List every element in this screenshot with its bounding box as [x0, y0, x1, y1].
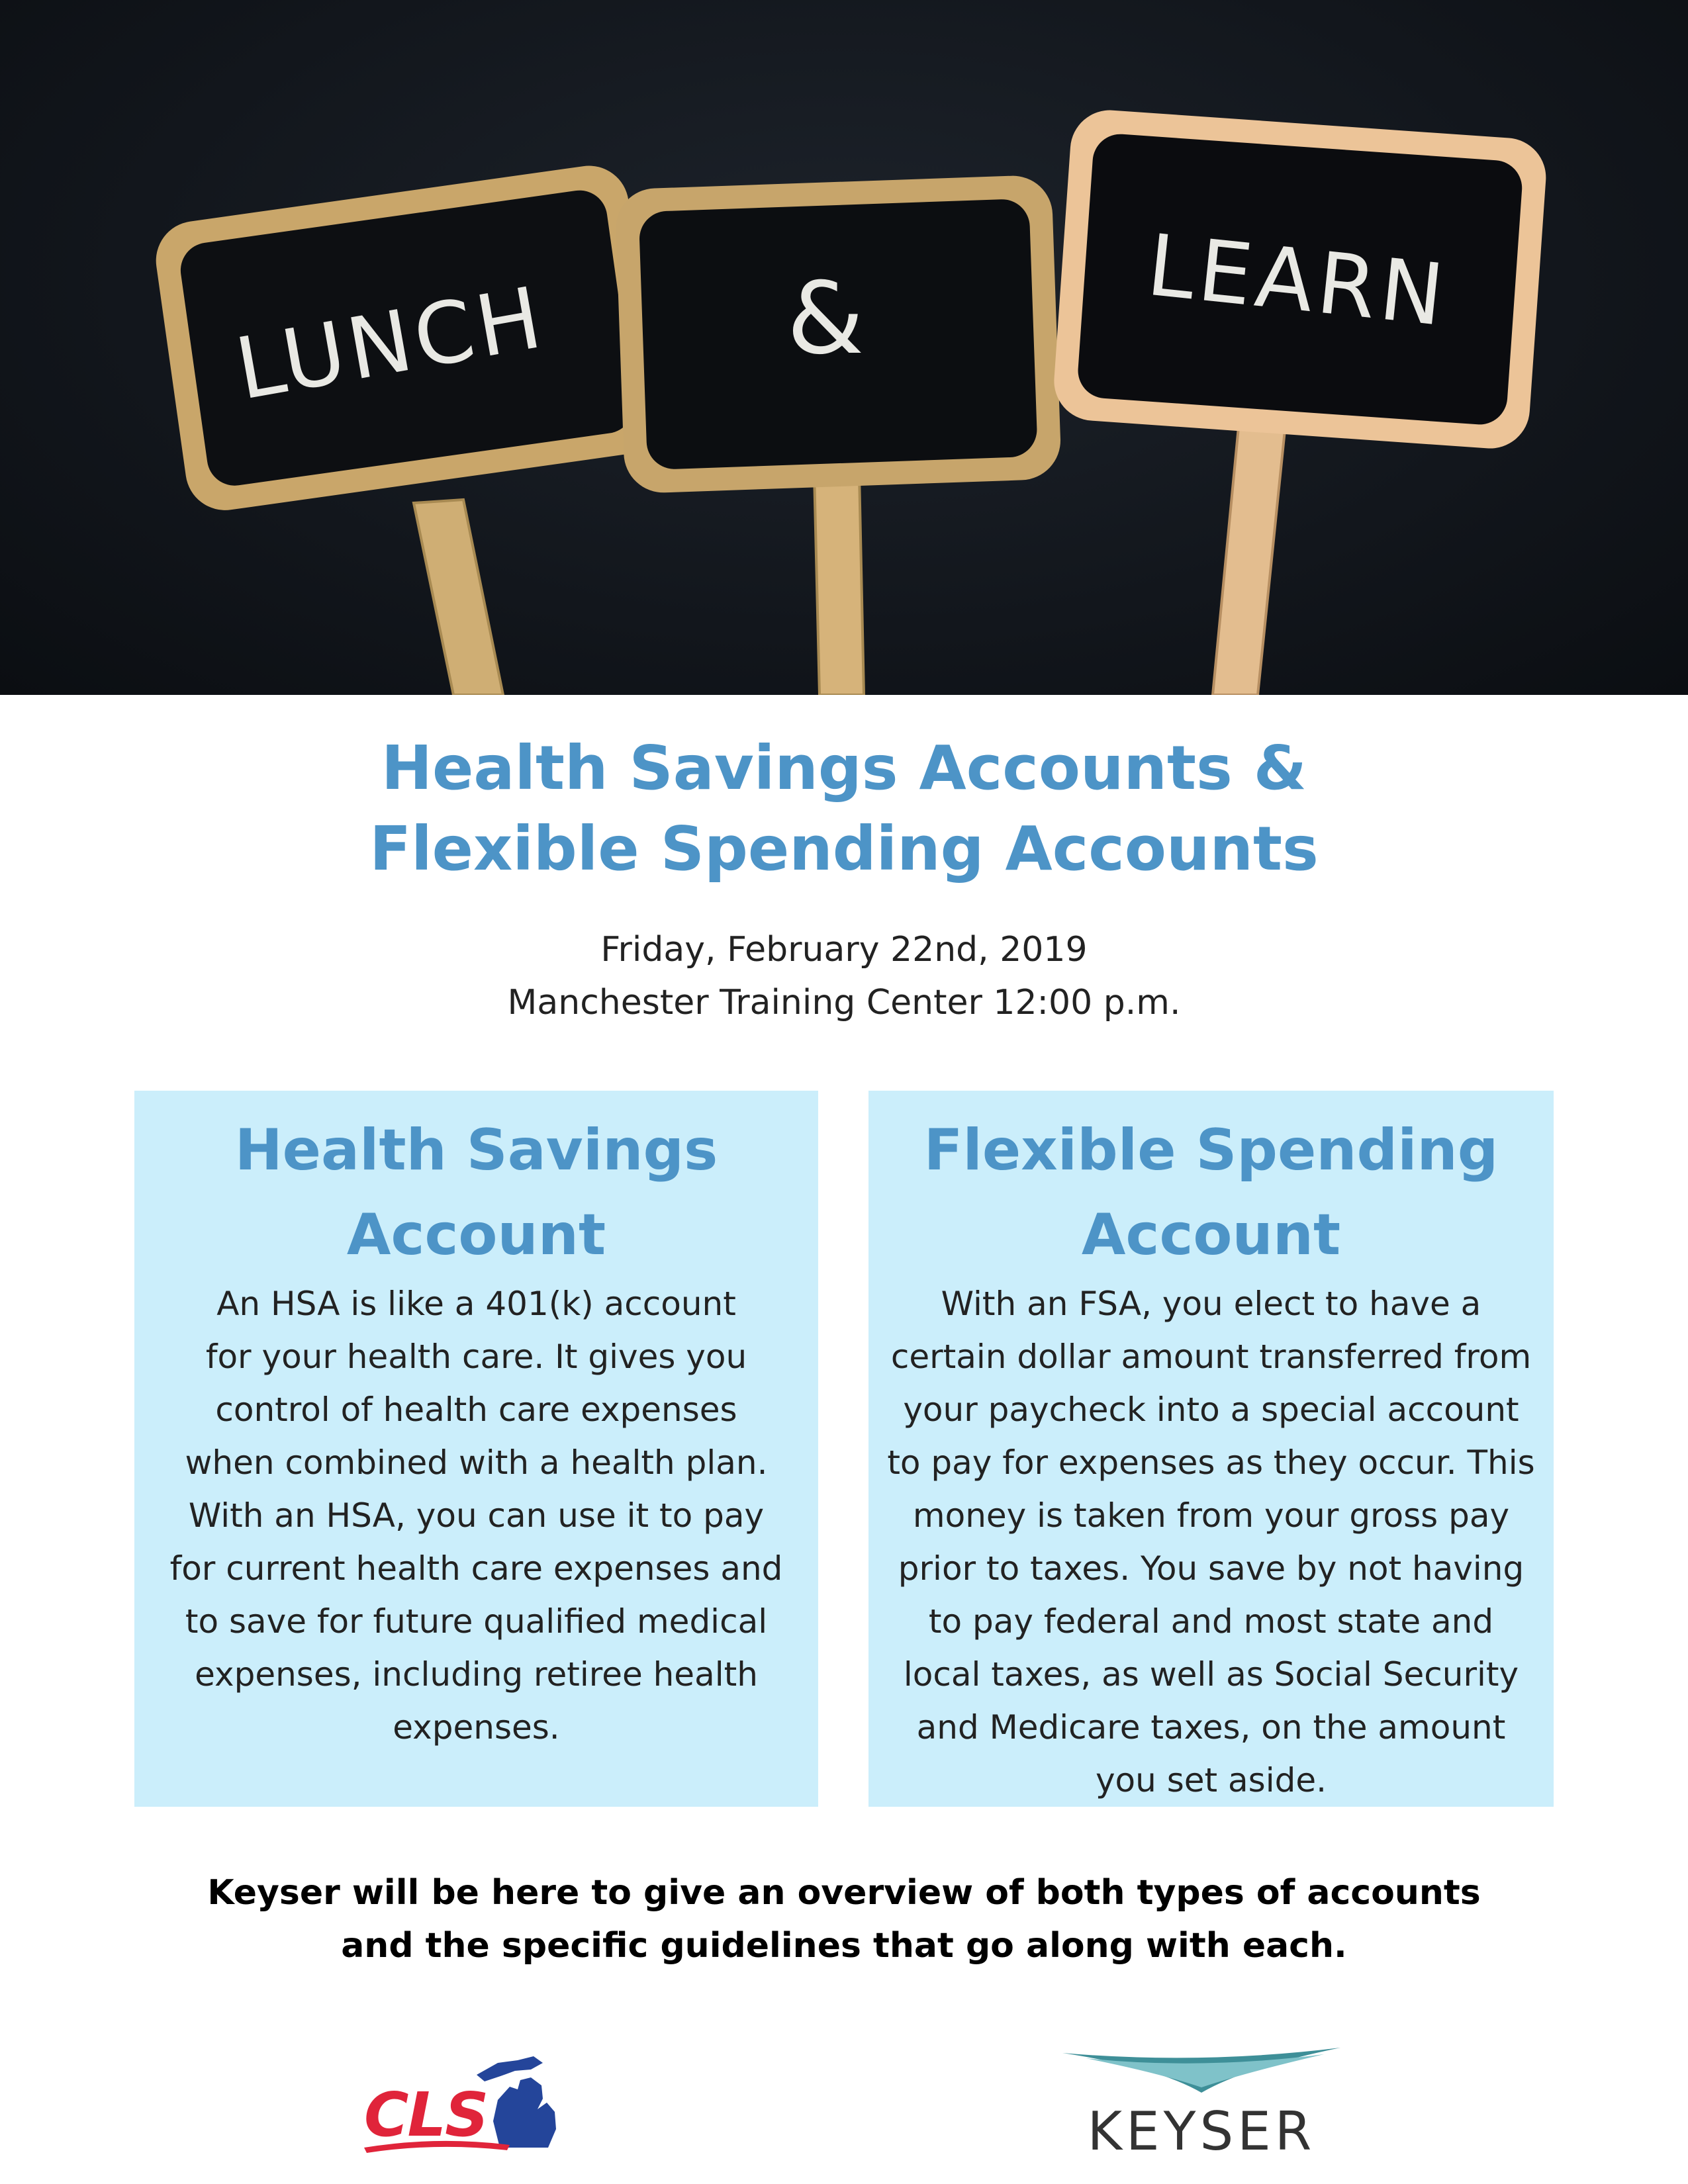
event-location-time: Manchester Training Center 12:00 p.m. — [507, 983, 1181, 1023]
keyser-logo — [1046, 2038, 1357, 2164]
cls-logo-text: CLS — [364, 2079, 488, 2150]
fsa-heading-line-2: Account — [1081, 1202, 1341, 1268]
hsa-body-line: when combined with a health plan. — [185, 1443, 768, 1482]
sign-ampersand-text: & — [786, 261, 868, 377]
footer-line-2: and the specific guidelines that go along with each. — [341, 1926, 1347, 1966]
fsa-info-box — [868, 1091, 1554, 1807]
keyser-logo-text: KEYSER — [1087, 2101, 1316, 2162]
event-info — [0, 923, 1688, 1029]
hsa-body-line: control of health care expenses — [215, 1390, 737, 1429]
fsa-heading — [868, 1108, 1554, 1277]
hsa-body-line: With an HSA, you can use it to pay — [188, 1496, 765, 1535]
hsa-body-line: to save for future qualified medical — [185, 1602, 768, 1641]
footer-note — [0, 1866, 1688, 1972]
fsa-body-line: to pay for expenses as they occur. This — [887, 1443, 1535, 1482]
fsa-body-line: prior to taxes. You save by not having — [898, 1549, 1524, 1588]
hsa-body-line: expenses. — [393, 1708, 560, 1747]
hsa-body-line: expenses, including retiree health — [195, 1655, 758, 1694]
hsa-info-box — [134, 1091, 818, 1807]
fsa-body — [884, 1277, 1539, 1807]
fsa-body-line: certain dollar amount transferred from — [890, 1338, 1532, 1376]
sign-lunch-text: LUNCH — [228, 268, 553, 420]
fsa-heading-line-1: Flexible Spending — [923, 1117, 1499, 1183]
hsa-body — [149, 1277, 804, 1754]
fsa-body-line: you set aside. — [1095, 1761, 1327, 1799]
hsa-heading-line-1: Health Savings — [234, 1117, 718, 1183]
footer-line-1: Keyser will be here to give an overview of both types of accounts — [207, 1873, 1481, 1913]
hero-photo — [0, 0, 1688, 695]
hsa-body-line: for your health care. It gives you — [205, 1338, 747, 1376]
event-date: Friday, February 22nd, 2019 — [600, 930, 1088, 970]
sign-learn-text: LEARN — [1143, 216, 1452, 346]
title-line-2: Flexible Spending Accounts — [369, 813, 1319, 884]
page-title — [0, 728, 1688, 889]
fsa-body-line: and Medicare taxes, on the amount — [916, 1708, 1506, 1747]
cls-logo — [344, 2048, 596, 2154]
hsa-body-line: for current health care expenses and — [169, 1549, 783, 1588]
hsa-heading — [134, 1108, 818, 1277]
fsa-body-line: With an FSA, you elect to have a — [941, 1285, 1481, 1323]
fsa-body-line: your paycheck into a special account — [903, 1390, 1519, 1429]
fsa-body-line: money is taken from your gross pay — [912, 1496, 1510, 1535]
hsa-heading-line-2: Account — [346, 1202, 606, 1268]
fsa-body-line: local taxes, as well as Social Security — [903, 1655, 1519, 1694]
keyser-wing-icon — [1046, 2038, 1357, 2105]
hsa-body-line: An HSA is like a 401(k) account — [216, 1285, 736, 1323]
fsa-body-line: to pay federal and most state and — [928, 1602, 1494, 1641]
title-line-1: Health Savings Accounts & — [381, 733, 1307, 803]
cls-michigan-icon — [344, 2048, 596, 2154]
